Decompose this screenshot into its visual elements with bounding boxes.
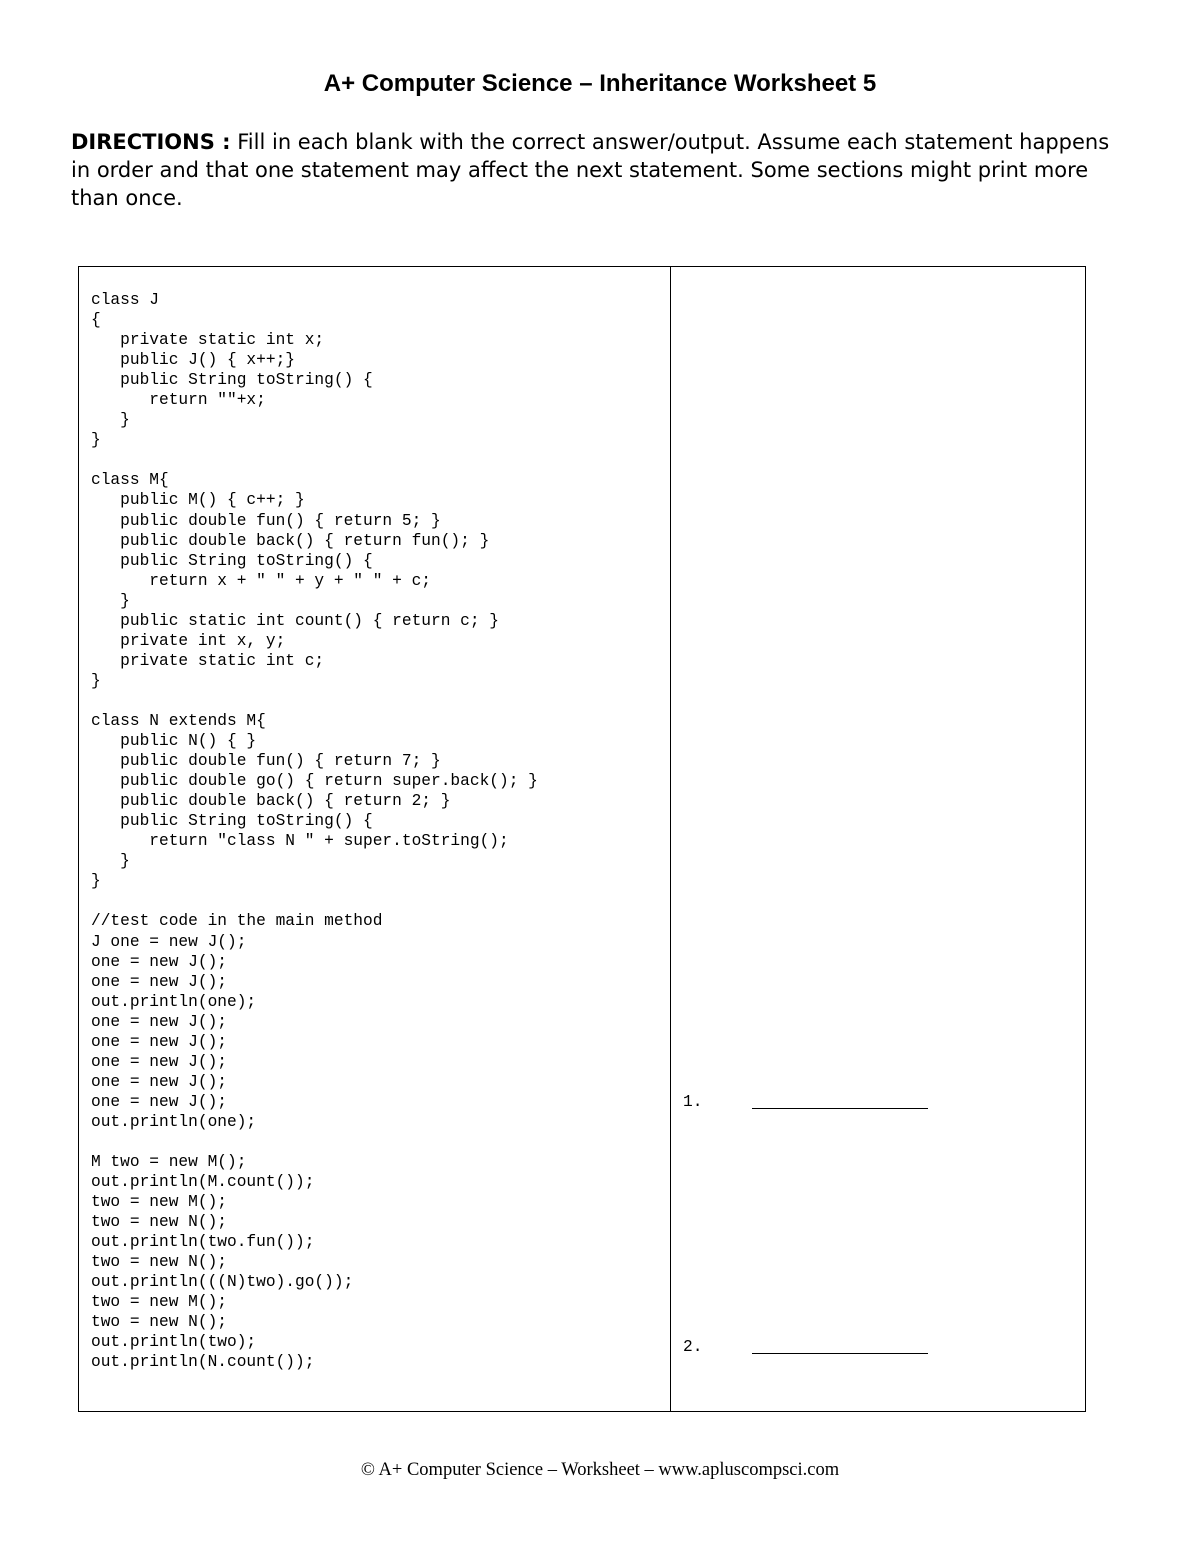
answer-2 [683,1338,702,1360]
answer-blank-1[interactable] [752,1108,928,1109]
directions [71,128,1131,212]
answer-number: 2. [683,1338,703,1356]
page-footer: © A+ Computer Science – Worksheet – www.apluscompsci.com [360,1460,840,1480]
directions-label: DIRECTIONS : [71,130,231,154]
worksheet-title: A+ Computer Science – Inheritance Worksheet 5 [323,70,877,97]
directions-text: Fill in each blank with the correct answer/output. Assume each statement happens in order and that one statement may affect the next statement. Some sections might print more than once. [71,130,1110,210]
answer-blank-2[interactable] [752,1353,928,1354]
answer-number: 1. [683,1093,703,1111]
code-listing: class J { private static int x; public J() { x++;} public String toString() { return ""+x; } } class M{ public M() { c++; } public double fun() { return 5; } public double back() { return fun(); } public String toString() { return x + " " + y + " " + c; } public static int count() { return c; } private int x, y; private static int c; } class N extends M{ public N() { } public double fun() { return 7; } public double go() { return super.back(); } public double back() { return 2; } public String toString() { return "class N " + super.toString(); } } //test code in the main method J one = new J(); one = new J(); one = new J(); out.println(one); one = new J(); one = new J(); one = new J(); one = new J(); one = new J(); out.println(one); M two = new M(); out.println(M.count()); two = new M(); two = new N(); out.println(two.fun()); two = new N(); out.println(((N)two).go()); two = new M(); two = new N(); out.println(two); out.println(N.count()); [91,291,538,1372]
column-divider [670,266,671,1412]
answer-1 [683,1093,702,1115]
